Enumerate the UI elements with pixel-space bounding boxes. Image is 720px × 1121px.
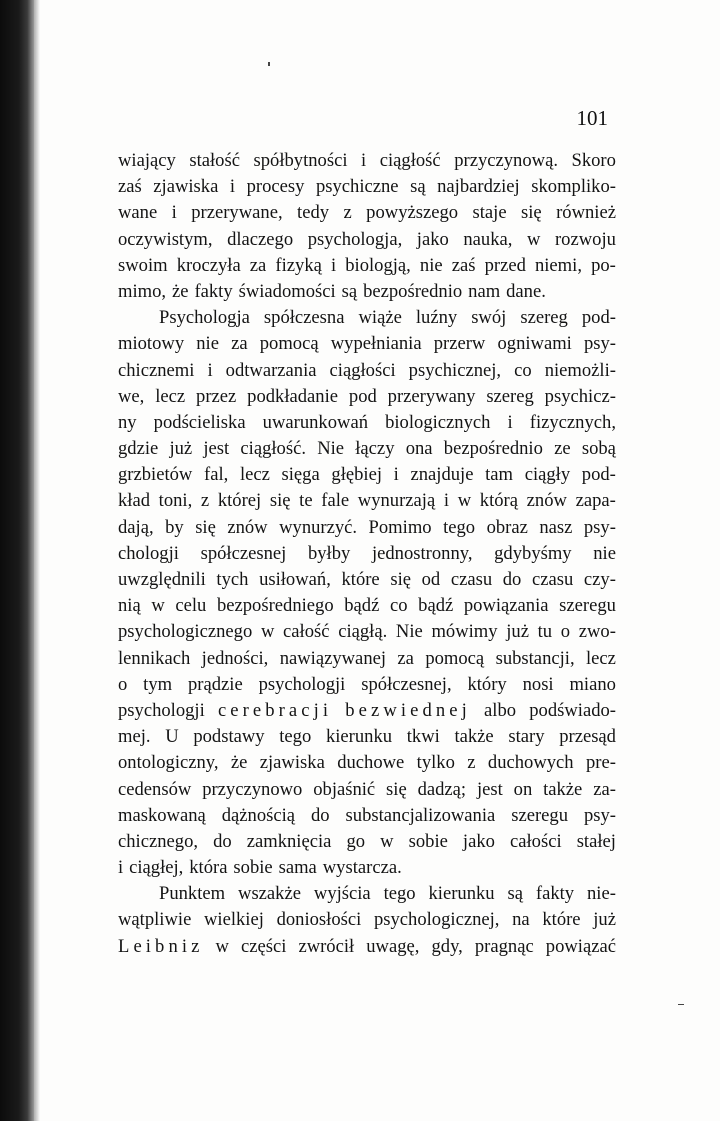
word: zaś	[118, 176, 142, 198]
word: psy-	[583, 333, 616, 355]
word: Nie	[317, 438, 345, 460]
word: wane	[118, 202, 158, 224]
word: bezpośredniego	[216, 595, 334, 617]
word: psychicz-	[544, 385, 616, 407]
word: dążnością	[221, 804, 296, 826]
word: fizycznych,	[529, 411, 616, 433]
word: ciągłą.	[338, 621, 388, 643]
word: nawiązywanej	[279, 647, 387, 669]
word: kroczyła	[176, 254, 241, 276]
word: spółbytności	[253, 150, 348, 171]
word: się	[269, 490, 291, 512]
word: jako	[462, 830, 495, 852]
word: czasu	[450, 569, 493, 590]
word: swój	[471, 307, 507, 329]
text-line	[118, 619, 616, 645]
word: te	[299, 490, 313, 512]
word: przerywane,	[191, 202, 283, 224]
word: się	[521, 202, 542, 224]
text-line	[118, 934, 616, 960]
word: spółczesnej,	[361, 673, 452, 695]
word: psychologicznego	[118, 621, 253, 643]
text-line	[118, 200, 616, 226]
word: szereg	[520, 307, 568, 329]
word: byłby	[307, 542, 351, 564]
word: nie-	[587, 883, 616, 905]
word: celu	[175, 595, 207, 617]
word: sobie	[408, 830, 448, 852]
word: i	[171, 202, 177, 224]
word: w	[526, 228, 541, 250]
word: powyższego	[366, 202, 459, 224]
word: chicznemi	[118, 359, 195, 381]
word: którą	[479, 490, 519, 512]
word: także	[543, 778, 583, 800]
word: Skoro	[571, 150, 616, 171]
body-text	[118, 148, 616, 960]
word: zapa-	[575, 490, 616, 512]
word: zaś	[451, 254, 476, 276]
word: i	[443, 490, 450, 512]
word: czasu	[531, 569, 574, 590]
word: ny	[118, 411, 137, 433]
word: ciągły	[524, 464, 571, 486]
text-line	[118, 907, 616, 933]
word: tkwi	[406, 726, 440, 748]
word: zjawiska	[153, 176, 219, 198]
word: w	[260, 621, 275, 643]
word: zwrócił	[298, 935, 355, 957]
word: z	[467, 752, 476, 774]
word: on	[513, 778, 533, 800]
word: staje	[472, 202, 507, 224]
word: się	[195, 516, 216, 538]
word: duchowe	[337, 752, 405, 774]
text-line	[118, 672, 616, 698]
word: substancjalizowania	[345, 804, 496, 826]
word: Psychologja	[159, 307, 250, 329]
word: psy-	[583, 804, 616, 826]
word: uwzględnili	[118, 569, 206, 590]
text-line	[118, 646, 616, 672]
word: tego	[383, 883, 416, 905]
text-line	[118, 829, 616, 855]
word: szeregu	[511, 804, 569, 826]
word: psychicznej,	[408, 359, 502, 381]
word: do	[311, 804, 330, 826]
word: dają,	[118, 516, 154, 538]
word: niemożli-	[544, 359, 616, 381]
word: tych	[216, 569, 249, 590]
word: stary	[508, 726, 545, 748]
word: pod	[348, 385, 377, 407]
word: i	[507, 411, 513, 433]
word: za	[231, 333, 248, 355]
word: pomocą	[259, 333, 319, 355]
word: pod-	[581, 307, 616, 329]
word: znajduje	[410, 464, 474, 486]
word: zwo-	[578, 621, 616, 643]
word: objaśnić	[313, 778, 376, 800]
scan-speck	[268, 62, 270, 66]
text-line	[118, 777, 616, 803]
text-line	[118, 358, 616, 384]
word: Punktem	[159, 883, 226, 905]
word: przyczynową.	[454, 150, 558, 171]
word: psychiczne	[315, 176, 399, 198]
word: luźny	[415, 307, 458, 329]
word: z	[343, 202, 352, 224]
word: doniosłości	[276, 909, 362, 931]
word: już	[593, 909, 616, 931]
word: które	[542, 909, 581, 931]
word: sama	[278, 857, 317, 879]
word: toni,	[158, 490, 193, 512]
word: głębiej	[331, 464, 383, 486]
word: szereg	[486, 385, 534, 407]
word: miano	[569, 673, 616, 695]
word: bezpośrednio	[363, 280, 463, 302]
text-line	[118, 305, 616, 331]
word: kierunku	[428, 883, 495, 905]
word: która	[189, 857, 228, 879]
word: chicznego,	[118, 830, 199, 852]
word: ciągłość	[379, 150, 441, 171]
word: i	[207, 359, 213, 381]
text-line	[118, 384, 616, 410]
word: maskowaną	[118, 804, 206, 826]
word: są	[410, 176, 426, 198]
word: cerebracji	[217, 699, 333, 721]
word: lecz	[155, 385, 186, 407]
word: fale	[321, 490, 350, 512]
word: ona	[405, 438, 433, 460]
text-line	[118, 174, 616, 200]
word: bądź	[418, 595, 454, 617]
word: części	[240, 935, 287, 957]
word: za-	[593, 778, 616, 800]
word: miotowy	[118, 333, 185, 355]
word: tym	[143, 673, 173, 695]
word: wyjścia	[313, 883, 371, 905]
word: całości	[510, 830, 562, 852]
word: Leibniz	[118, 935, 204, 957]
word: prądzie	[187, 673, 243, 695]
word: wynurzyć.	[279, 516, 358, 538]
book-binding-shadow	[0, 0, 34, 1121]
word: jedności,	[201, 647, 269, 669]
word: wystarcza.	[322, 857, 402, 879]
word: oczywistym,	[118, 228, 213, 250]
word: grzbietów	[118, 464, 193, 486]
word: stałość	[189, 150, 240, 171]
text-line	[118, 515, 616, 541]
word: również	[556, 202, 616, 224]
word: powiązać	[545, 935, 616, 957]
binding-edge-gradient	[34, 0, 40, 1121]
word: ciągłości	[329, 359, 396, 381]
word: bezwiednej	[345, 699, 471, 721]
word: we,	[118, 385, 145, 407]
word: podkładanie	[247, 385, 339, 407]
word: jako	[416, 228, 449, 250]
word: Nie	[395, 621, 423, 643]
word: sobie	[233, 857, 273, 879]
word: z	[200, 490, 210, 512]
word: dadzą;	[417, 778, 467, 800]
word: znów	[227, 516, 268, 538]
word: wynurzają	[357, 490, 436, 512]
word: lecz	[239, 464, 270, 486]
word: gdy,	[431, 935, 463, 957]
text-line	[118, 855, 616, 881]
word: lecz	[585, 647, 616, 669]
word: cedensów	[118, 778, 192, 800]
text-line	[118, 462, 616, 488]
word: i	[330, 254, 337, 276]
word: ogniwami	[497, 333, 572, 355]
word: lennikach	[118, 647, 191, 669]
word: się	[390, 569, 411, 590]
word: które	[341, 569, 380, 590]
word: podścieliska	[153, 411, 246, 433]
word: spółczesnej	[200, 542, 287, 564]
text-line	[118, 750, 616, 776]
text-line	[118, 436, 616, 462]
word: przed	[484, 254, 526, 276]
word: w	[215, 935, 229, 957]
word: fal,	[204, 464, 229, 486]
word: fizyką	[275, 254, 322, 276]
word: w	[457, 490, 472, 512]
word: do	[502, 569, 522, 590]
word: pomocą	[425, 647, 485, 669]
word: i	[229, 176, 236, 198]
word: biologicznych	[385, 411, 491, 433]
word: rozwoju	[554, 228, 616, 250]
word: ciągłość.	[240, 438, 306, 460]
word: o	[118, 673, 128, 695]
word: przesąd	[559, 726, 616, 748]
word: pre-	[585, 752, 616, 774]
word: pod-	[581, 464, 616, 486]
word: najbardziej	[437, 176, 520, 198]
word: psychologji	[118, 699, 205, 721]
word: psychologja,	[307, 228, 403, 250]
word: świadomości	[238, 280, 336, 302]
word: mej.	[118, 726, 151, 748]
word: kład	[118, 490, 151, 512]
word: spółczesna	[263, 307, 345, 329]
word: mimo,	[118, 280, 167, 302]
word: fakty	[194, 280, 233, 302]
word: psychologji	[258, 673, 346, 695]
word: do	[213, 830, 232, 852]
word: także	[454, 726, 494, 748]
word: wiający	[118, 150, 176, 171]
word: tedy	[297, 202, 330, 224]
word: sobą	[581, 438, 616, 460]
word: i	[361, 150, 367, 171]
word: sięga	[281, 464, 320, 486]
word: albo	[484, 699, 517, 721]
text-line	[118, 331, 616, 357]
text-line	[118, 698, 616, 724]
word: fakty	[535, 883, 575, 905]
word: kierunku	[325, 726, 393, 748]
word: Pomimo	[368, 516, 432, 538]
word: swoim	[118, 254, 168, 276]
word: procesy	[246, 176, 305, 198]
word: nią	[118, 595, 141, 617]
word: przyczynowo	[202, 778, 303, 800]
text-line	[118, 488, 616, 514]
word: duchowych	[487, 752, 574, 774]
word: tego	[443, 516, 476, 538]
word: nie	[196, 333, 219, 355]
word: nie	[593, 542, 616, 564]
text-line	[118, 567, 616, 593]
word: podświado-	[529, 699, 616, 721]
word: całość	[283, 621, 330, 643]
word: gdzie	[118, 438, 159, 460]
word: już	[169, 438, 193, 460]
word: znów	[526, 490, 567, 512]
word: za	[397, 647, 414, 669]
word: tu	[537, 621, 553, 643]
word: jest	[476, 778, 503, 800]
word: bezpośrednio	[443, 438, 543, 460]
word: już	[506, 621, 529, 643]
word: by	[165, 516, 184, 538]
text-line	[118, 279, 616, 305]
word: który	[467, 673, 507, 695]
word: uwagę,	[366, 935, 420, 957]
word: bądź	[344, 595, 380, 617]
word: go	[346, 830, 366, 852]
word: biologją,	[345, 254, 411, 276]
word: szeregu	[559, 595, 616, 617]
word: nasz	[539, 516, 573, 538]
word: uwarunkowań	[262, 411, 369, 433]
word: wszakże	[238, 883, 301, 905]
word: wypełniania	[330, 333, 422, 355]
word: zjawiska	[259, 752, 325, 774]
scan-speck	[678, 1004, 684, 1005]
word: i	[393, 464, 399, 486]
word: tylko	[416, 752, 455, 774]
word: dane.	[506, 280, 546, 302]
word: stałej	[576, 830, 616, 852]
word: o	[560, 621, 571, 643]
word: przerw	[433, 333, 486, 355]
word: jednostronny,	[371, 542, 473, 564]
word: mówimy	[431, 621, 498, 643]
word: że	[171, 280, 189, 302]
word: w	[151, 595, 165, 617]
word: się	[386, 778, 407, 800]
text-line	[118, 410, 616, 436]
word: psychologicznej,	[373, 909, 500, 931]
word: nam	[468, 280, 501, 302]
word: przez	[196, 385, 237, 407]
text-line	[118, 881, 616, 907]
word: psy-	[583, 516, 616, 538]
word: odtwarzania	[225, 359, 317, 381]
word: ciągłej,	[129, 857, 184, 879]
word: skompliko-	[531, 176, 616, 198]
text-line	[118, 227, 616, 253]
word: w	[380, 830, 394, 852]
word: tego	[279, 726, 312, 748]
word: wielkiej	[204, 909, 264, 931]
word: ze	[554, 438, 571, 460]
word: jest	[203, 438, 230, 460]
word: są	[341, 280, 358, 302]
word: ontologiczny,	[118, 752, 219, 774]
word: wiąże	[358, 307, 402, 329]
text-line	[118, 253, 616, 279]
word: od	[421, 569, 441, 590]
word: łączy	[355, 438, 395, 460]
word: na	[512, 909, 530, 931]
word: są	[507, 883, 523, 905]
text-line	[118, 148, 616, 174]
word: czy-	[583, 569, 616, 590]
word: nauka,	[463, 228, 513, 250]
word: niemi,	[534, 254, 582, 276]
word: której	[217, 490, 262, 512]
page-number: 101	[576, 106, 608, 130]
word: wątpliwie	[118, 909, 192, 931]
word: powiązania	[463, 595, 549, 617]
text-line	[118, 724, 616, 750]
word: za	[249, 254, 267, 276]
word: co	[389, 595, 408, 617]
text-line	[118, 593, 616, 619]
word: substancji,	[495, 647, 575, 669]
word: dlaczego	[227, 228, 294, 250]
word: chologji	[118, 542, 179, 564]
word: i	[118, 857, 124, 879]
word: przerywany	[387, 385, 476, 407]
word: po-	[591, 254, 616, 276]
word: obraz	[486, 516, 528, 538]
word: pragnąc	[474, 935, 534, 957]
text-line	[118, 803, 616, 829]
word: gdybyśmy	[494, 542, 572, 564]
word: nie	[419, 254, 443, 276]
word: nosi	[522, 673, 554, 695]
word: usiłowań,	[259, 569, 331, 590]
word: tam	[485, 464, 514, 486]
text-line	[118, 541, 616, 567]
word: U	[165, 726, 179, 748]
word: że	[230, 752, 248, 774]
word: co	[514, 359, 532, 381]
word: zamknięcia	[246, 830, 332, 852]
word: podstawy	[193, 726, 265, 748]
